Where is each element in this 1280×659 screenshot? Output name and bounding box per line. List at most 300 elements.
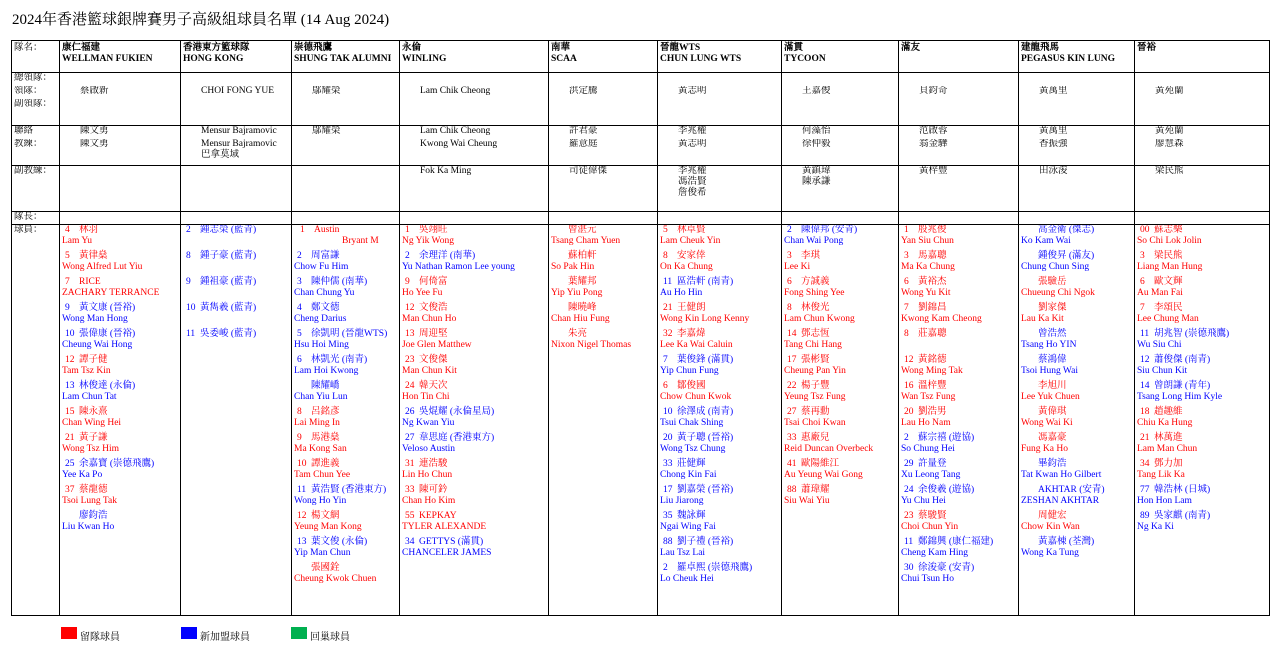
player-zh: 林卓賢 [677,225,706,235]
player-name-zh [1021,381,1132,392]
team-name-zh: 晉龍WTS [660,43,701,53]
player-entry [660,433,779,459]
team-cell [181,199,292,212]
player-zh: 劉錦昌 [918,303,947,313]
player-zh: 安家倖 [677,251,706,261]
player-number: 5 [65,251,70,261]
team-cell [1019,212,1135,225]
team-cell [60,166,181,200]
team-cell [60,225,181,616]
player-entry [784,329,896,355]
player-name-zh [294,511,397,522]
team-cell [1135,166,1270,200]
player-name-zh [551,251,655,262]
team-cell [400,225,549,616]
player-entry [62,433,178,459]
player-zh: 黃嘉棟 (荃灣) [1038,537,1095,547]
legend-label-returning: 留隊球員 [80,632,120,643]
player-zh: 林俊光 [801,303,830,313]
team-cell [292,99,400,112]
player-name-en: Tsang Cham Yuen [551,236,621,246]
player-entry [402,433,546,459]
team-cell [549,126,658,140]
player-name-en: Man Chun Ho [402,314,457,324]
player-name-en: Yip Yiu Pong [551,288,603,298]
player-number: 10 [186,303,196,313]
player-name-zh [402,225,546,236]
team-cell [549,86,658,99]
player-number: 7 [904,303,909,313]
team-cell [1135,73,1270,87]
row-label: 總領隊： [12,73,60,87]
team-cell [899,73,1019,87]
player-name-zh [1137,433,1267,444]
player-name-zh [1021,277,1132,288]
player-entry [660,329,779,355]
assistant-coach-name: 司徒偉傑 [569,166,608,176]
player-number: 4 [297,303,302,313]
player-name-en: Lee Yuk Chuen [1021,392,1080,402]
player-name-zh [901,407,1016,418]
player-zh: RICE [79,277,101,287]
team-cell [899,139,1019,166]
player-number: 10 [663,407,673,417]
player-name-en: Liang Man Hung [1137,262,1203,272]
player-entry [1021,329,1132,355]
team-cell [549,99,658,112]
player-number: 5 [297,329,302,339]
player-name-en: Lee Ka Wai Caluin [660,340,733,350]
player-number: 8 [297,407,302,417]
player-name-zh [1137,407,1267,418]
row-label: 副領隊： [12,99,60,112]
player-number: 21 [663,303,673,313]
player-zh: 梁民熊 [1154,251,1183,261]
player-name-zh [62,511,178,522]
player-zh: 李嘉煒 [677,329,706,339]
player-name-zh [784,225,896,236]
team-cell [292,166,400,200]
player-zh: 鍾志榮 (藍青) [200,225,257,235]
player-name-zh [660,225,779,236]
player-name-en: ZACHARY TERRANCE [62,288,160,298]
team-cell [1135,225,1270,616]
player-name-zh [1137,277,1267,288]
player-name-en: Cheng Kam Hing [901,548,969,558]
player-name-zh [551,303,655,314]
player-name-zh [402,511,546,522]
team-cell [181,112,292,126]
player-name-zh [660,563,779,574]
team-cell [400,199,549,212]
player-entry [551,277,655,303]
player-zh: 韋思庭 (香港東方) [419,433,495,443]
player-name-en: Ng Ka Ki [1137,522,1174,532]
table-row [12,112,1270,126]
player-name-en: Fong Shing Yee [784,288,845,298]
player-entry [402,407,546,433]
player-entry [1021,355,1132,381]
team-cell [1019,199,1135,212]
team-name-zh: 崇德飛鷹 [294,43,333,53]
assistant-coach-name: 田泳浚 [1039,166,1068,176]
player-zh: 鄒俊國 [677,381,706,391]
team-cell [400,212,549,225]
player-zh: 張驗岳 [1038,277,1067,287]
player-name-zh [402,251,546,262]
player-entry [660,511,779,537]
player-zh: 葉文俊 (永倫) [311,537,368,547]
player-name-en: Choi Chun Yin [901,522,959,532]
manager-name: Lam Chik Cheong [420,86,491,96]
player-name-en: Lo Cheuk Hei [660,574,714,584]
player-name-en: Chow Chun Kwok [660,392,732,402]
player-number: 55 [405,511,415,521]
assistant-coach-name: 黃梓豐 [919,166,948,176]
player-entry [62,355,178,381]
player-name-zh [402,329,546,340]
player-number: 14 [1140,381,1150,391]
player-entry [1021,511,1132,537]
player-name-en: Wan Tsz Fung [901,392,956,402]
player-name-en: Tsoi Lung Tak [62,496,117,506]
team-cell [181,73,292,87]
team-cell [181,166,292,200]
player-entry [660,407,779,433]
player-entry [1021,537,1132,563]
player-zh: 徐澤成 (南青) [677,407,734,417]
player-number: 10 [65,329,75,339]
player-name-zh [901,511,1016,522]
team-cell [1019,225,1135,616]
player-zh: 鄭錦興 (康仁福建) [918,537,994,547]
team-header [549,41,658,73]
player-name-en: Lau Ka Kit [1021,314,1064,324]
player-number: 7 [663,355,668,365]
team-cell [60,112,181,126]
player-name-en: Nixon Nigel Thomas [551,340,632,350]
player-zh: 莊嘉聰 [918,329,947,339]
team-cell [782,225,899,616]
team-cell [1135,212,1270,225]
player-zh: 譚子健 [79,355,108,365]
player-name-zh [294,303,397,314]
player-number: 7 [1140,303,1145,313]
player-entry [784,355,896,381]
team-cell [549,199,658,212]
player-zh: 朱亮 [568,329,588,339]
manager-name: 貝鈞奇 [919,86,948,96]
player-name-en: Hon Hon Lam [1137,496,1192,506]
row-label [12,199,60,212]
team-cell [782,139,899,166]
team-cell [292,112,400,126]
player-name-en: Fung Ka Ho [1021,444,1068,454]
player-name-en: Ngai Wing Fai [660,522,716,532]
team-cell [292,126,400,140]
player-number: 89 [1140,511,1150,521]
player-number: 14 [787,329,797,339]
player-number: 41 [787,459,797,469]
team-name-en: HONG KONG [183,54,244,64]
player-name-zh [402,355,546,366]
player-name-en: Au Ho Hin [660,288,703,298]
player-name-zh [660,433,779,444]
team-cell [181,86,292,99]
player-entry [1021,459,1132,485]
player-number: 13 [297,537,307,547]
team-cell [292,212,400,225]
player-number: 2 [405,251,410,261]
table-row [12,126,1270,140]
player-zh: 黃律燊 [79,251,108,261]
player-name-zh [901,225,1016,236]
player-zh: 徐浚豪 (安青) [918,563,975,573]
player-zh: 曾湛元 [568,225,597,235]
player-number: 2 [186,225,191,235]
player-name-zh [660,355,779,366]
player-name-zh [62,459,178,470]
player-number: 8 [186,251,191,261]
player-name-zh [784,407,896,418]
player-name-en: Bryant M [342,236,379,246]
team-cell [1135,86,1270,99]
player-zh: 周富謙 [311,251,340,261]
player-number: 6 [663,381,668,391]
team-cell [782,212,899,225]
team-name-en: WINLING [402,54,447,64]
player-entry [660,303,779,329]
team-header [658,41,782,73]
player-name-en: Wong Ka Tung [1021,548,1079,558]
player-number: 4 [65,225,70,235]
player-zh: 連浩駿 [419,459,448,469]
player-zh: 張國銓 [311,563,340,573]
player-name-zh [1137,381,1267,392]
team-name-en: SHUNG TAK ALUMNI [294,54,392,64]
player-number: 88 [663,537,673,547]
row-label: 隊名： [12,41,60,73]
player-name-zh [901,277,1016,288]
player-number: 3 [787,251,792,261]
player-name-en: ZESHAN AKHTAR [1021,496,1100,506]
player-entry [294,225,397,251]
player-number: 26 [405,407,415,417]
player-number: 23 [904,511,914,521]
player-name-zh [551,225,655,236]
player-name-zh [660,537,779,548]
player-name-en: Liu Jiarong [660,496,704,506]
player-zh: 蘇志樂 [1154,225,1183,235]
player-zh: 吳委峻 (藍青) [200,329,257,339]
player-name-zh [294,433,397,444]
player-entry [1137,225,1267,251]
player-number: 5 [663,225,668,235]
liaison-name: 鄔耀榮 [312,126,341,136]
player-zh: 文俊傑 [419,355,448,365]
player-zh: 蔡鴻偉 [1038,355,1067,365]
player-zh: 鄧志恆 [801,329,830,339]
player-zh: Austin [314,225,340,235]
team-cell [181,225,292,616]
team-name-zh: 康仁福建 [62,43,101,53]
player-number: 1 [300,225,305,235]
legend-label-comeback: 回巢球員 [310,632,350,643]
player-number: 1 [405,225,410,235]
player-zh: 鄧力加 [1154,459,1183,469]
player-name-zh [901,433,1016,444]
player-name-zh [402,407,546,418]
player-name-en: Chan Wai Pong [784,236,844,246]
player-zh: 蔡駿賢 [918,511,947,521]
team-name-zh: 永倫 [402,43,422,53]
player-entry [1021,251,1132,277]
team-header [400,41,549,73]
row-label: 教練： [12,139,60,166]
player-name-en: Yip Man Chun [294,548,351,558]
player-zh: 羅卓熙 (崇德飛鷹) [677,563,753,573]
player-name-en: Lau Tsz Lai [660,548,706,558]
player-name-zh [660,459,779,470]
player-number: 9 [405,277,410,287]
manager-name: 黃志明 [678,86,707,96]
player-name-zh [901,459,1016,470]
team-cell [782,86,899,99]
team-cell [658,199,782,212]
player-number: 12 [65,355,75,365]
player-entry [402,225,546,251]
player-entry [402,329,546,355]
player-name-zh [660,251,779,262]
player-name-zh [1021,329,1132,340]
player-number: 11 [297,485,307,495]
player-zh: 劉嘉榮 (晉裕) [677,485,734,495]
team-cell [782,126,899,140]
player-name-en: Ma Kong San [294,444,347,454]
player-number: 20 [663,433,673,443]
player-zh: 陳耀嶠 [311,381,340,391]
manager-name: 王嘉俊 [802,86,831,96]
player-entry [402,537,546,563]
player-zh: 韓浩林 (日城) [1154,485,1211,495]
player-name-en: Chan Ho Kim [402,496,456,506]
player-entry [660,251,779,277]
player-name-zh [62,329,178,340]
player-entry [784,381,896,407]
player-name-en: Wong Ho Yin [294,496,347,506]
team-header [782,41,899,73]
player-name-en: Tsang Ho YIN [1021,340,1077,350]
player-name-zh [660,407,779,418]
player-number: 1 [904,225,909,235]
player-entry [784,303,896,329]
player-zh: AKHTAR (安青) [1038,485,1105,495]
player-entry [901,563,1016,589]
player-number: 21 [1140,433,1150,443]
player-zh: 林俊達 (永倫) [79,381,136,391]
team-name-zh: 滿貫 [784,43,804,53]
player-name-en: CHANCELER JAMES [402,548,492,558]
team-name-en: PEGASUS KIN LUNG [1021,54,1115,64]
player-entry [660,277,779,303]
player-entry [901,537,1016,563]
player-name-zh [551,329,655,340]
player-number: 33 [405,485,415,495]
player-name-zh [1021,433,1132,444]
player-zh: 葉俊鋒 (滿貫) [677,355,734,365]
team-name-en: TYCOON [784,54,826,64]
player-entry [551,329,655,355]
team-cell [782,73,899,87]
player-name-en: Tsui Chak Shing [660,418,724,428]
team-cell [899,86,1019,99]
table-row [12,139,1270,166]
player-name-en: Wong Tsz Chung [660,444,726,454]
player-zh: 林凱光 (南青) [311,355,368,365]
player-name-zh [784,303,896,314]
player-name-zh [294,537,397,548]
player-entry [660,459,779,485]
player-zh: 惠廠兒 [801,433,830,443]
player-entry [1137,459,1267,485]
player-name-en: Ho Yee Fu [402,288,443,298]
player-entry [901,407,1016,433]
player-entry [1137,355,1267,381]
liaison-name: 李兆權 [678,126,707,136]
player-entry [294,537,397,563]
player-number: 12 [405,303,415,313]
player-entry [784,277,896,303]
player-number: 8 [904,329,909,339]
team-cell [1019,99,1135,112]
player-zh: 蔡再勳 [801,407,830,417]
manager-name: CHOI FONG YUE [201,86,275,96]
team-cell [1019,112,1135,126]
player-zh: 黃裕杰 [918,277,947,287]
player-entry [62,407,178,433]
player-number: 16 [904,381,914,391]
player-number: 6 [297,355,302,365]
player-number: 12 [904,355,914,365]
team-cell [899,112,1019,126]
player-zh: 余理洋 (南華) [419,251,476,261]
player-zh: 蘇柏軒 [568,251,597,261]
team-cell [658,112,782,126]
team-cell [1019,86,1135,99]
team-header [60,41,181,73]
player-name-en: Chan Yiu Lun [294,392,348,402]
player-name-zh [1021,407,1132,418]
player-name-zh [62,277,178,288]
player-name-en: Chung Chun Sing [1021,262,1090,272]
player-number: 17 [663,485,673,495]
player-name-en: Lam Cheuk Yin [660,236,721,246]
player-name-en: Cheung Kwok Chuen [294,574,377,584]
player-zh: 譚進義 [311,459,340,469]
player-zh: 黃偉琪 [1038,407,1067,417]
team-name-zh: 晉裕 [1137,43,1157,53]
player-entry [1137,511,1267,537]
row-label [12,112,60,126]
assistant-coach-name: 李兆權 [678,166,707,176]
player-name-zh [62,251,178,262]
player-zh: 歐陽維江 [801,459,840,469]
player-name-en: Tsai Choi Kwan [784,418,846,428]
player-name-en: Wong Ming Tak [901,366,963,376]
player-entry [183,303,289,329]
player-name-en: Lai Ming In [294,418,340,428]
player-zh: 陳可鈐 [419,485,448,495]
